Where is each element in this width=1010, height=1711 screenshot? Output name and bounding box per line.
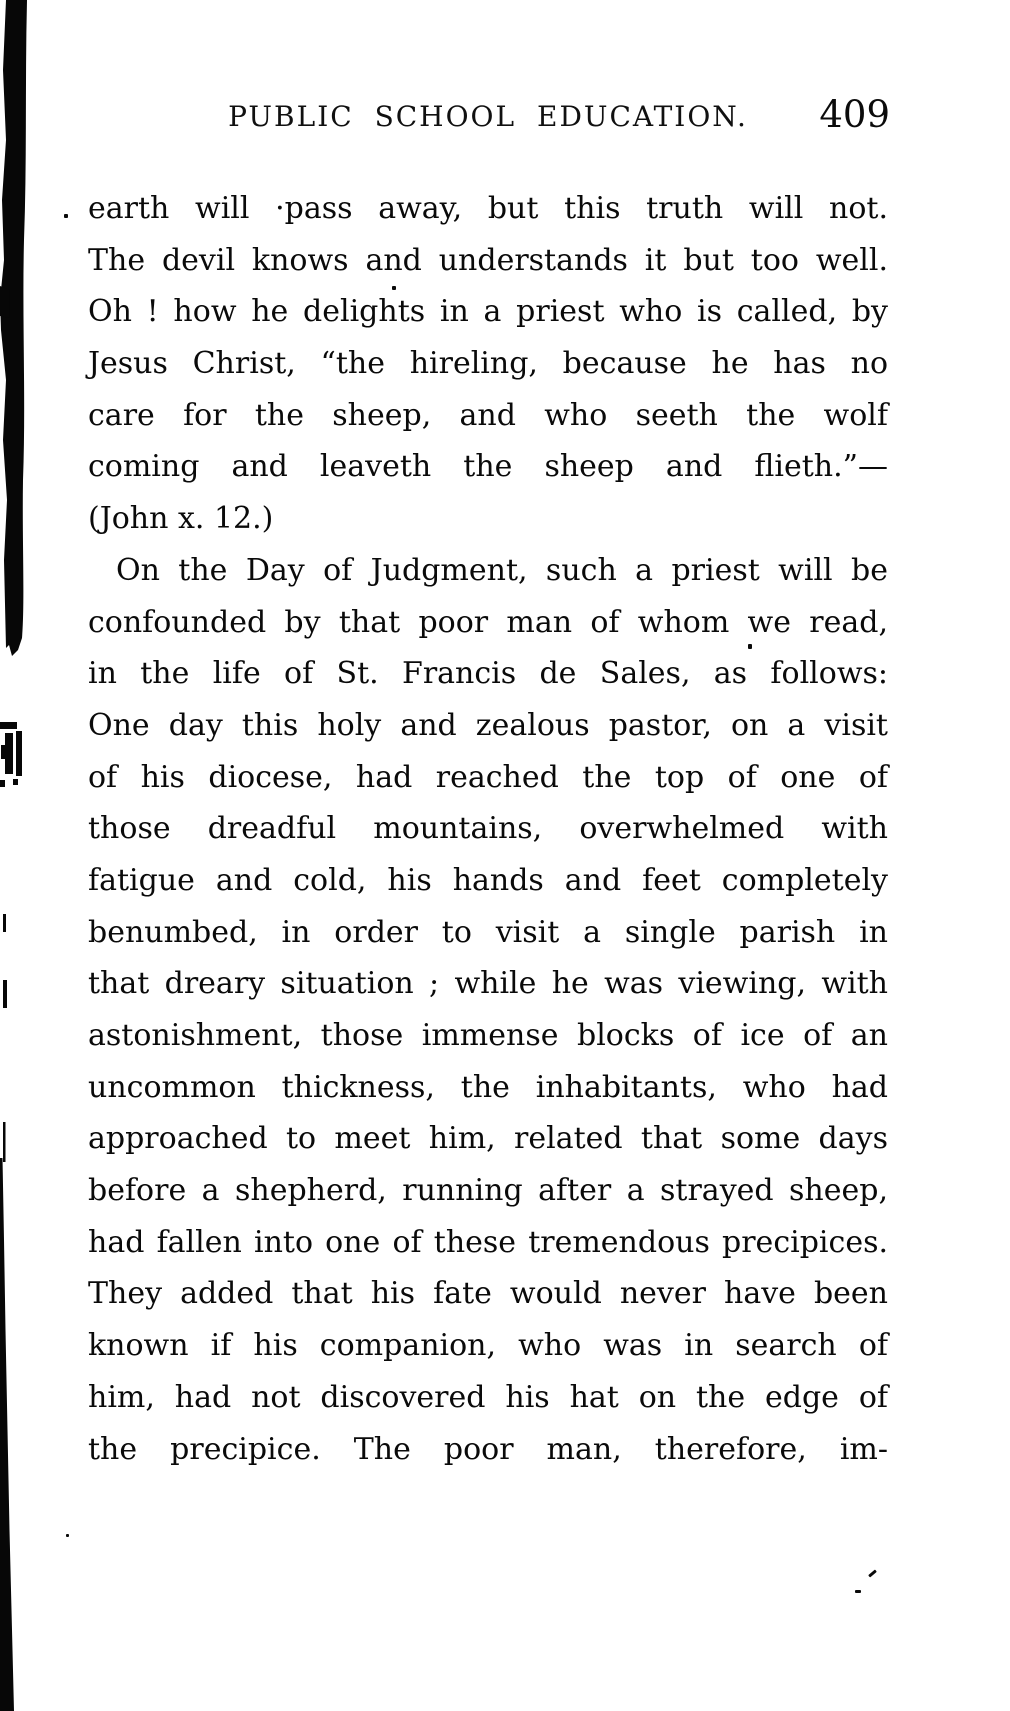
text-line: They added that his fate would never have been [88,1276,888,1312]
text-line: benumbed, in order to visit a single parish in [88,914,888,950]
text-line: that dreary situation ; while he was viewing, with [88,966,888,1002]
header-title: PUBLIC SCHOOL EDUCATION. [228,100,748,133]
text-line: the precipice. The poor man, therefore, im- [88,1431,888,1467]
text-line: known if his companion, who was in search of [88,1328,888,1364]
text-line: Oh ! how he delights in a priest who is called, by [88,294,888,330]
text-line: fatigue and cold, his hands and feet completely [88,862,888,898]
text-line: uncommon thickness, the inhabitants, who had [88,1069,888,1105]
text-line: care for the sheep, and who seeth the wolf [88,397,888,433]
text-line: had fallen into one of these tremendous precipices. [88,1224,888,1260]
text-line: before a shepherd, running after a strayed sheep, [88,1173,888,1209]
page-number: 409 [819,93,890,136]
text-line: astonishment, those immense blocks of ice of an [88,1018,888,1053]
text-line: On the Day of Judgment, such a priest will be [116,552,888,588]
running-header [88,100,888,133]
text-line: in the life of St. Francis de Sales, as follows: [88,656,888,692]
text-line: of his diocese, had reached the top of one of [88,759,888,795]
text-line: earth will ·pass away, but this truth will not. [88,191,888,226]
text-line: (John x. 12.) [88,501,274,537]
scan-speck [64,214,68,218]
text-line: him, had not discovered his hat on the edge of [88,1379,888,1415]
body-text [88,183,888,1475]
text-line: The devil knows and understands it but too well. [88,242,888,278]
binding-shadow-artifact [0,0,40,1711]
scan-speck [748,644,752,649]
text-line: confounded by that poor man of whom we read, [88,604,888,640]
scan-speck [392,286,396,290]
scan-speck [66,1534,69,1537]
scan-speck [868,1569,877,1577]
text-line: Jesus Christ, “the hireling, because he has no [88,346,888,382]
text-line: approached to meet him, related that some days [88,1121,888,1157]
scan-speck [855,1590,861,1593]
text-line: coming and leaveth the sheep and flieth.”— [88,449,888,485]
text-line: One day this holy and zealous pastor, on a visit [88,707,888,743]
text-line: those dreadful mountains, overwhelmed with [88,811,888,847]
